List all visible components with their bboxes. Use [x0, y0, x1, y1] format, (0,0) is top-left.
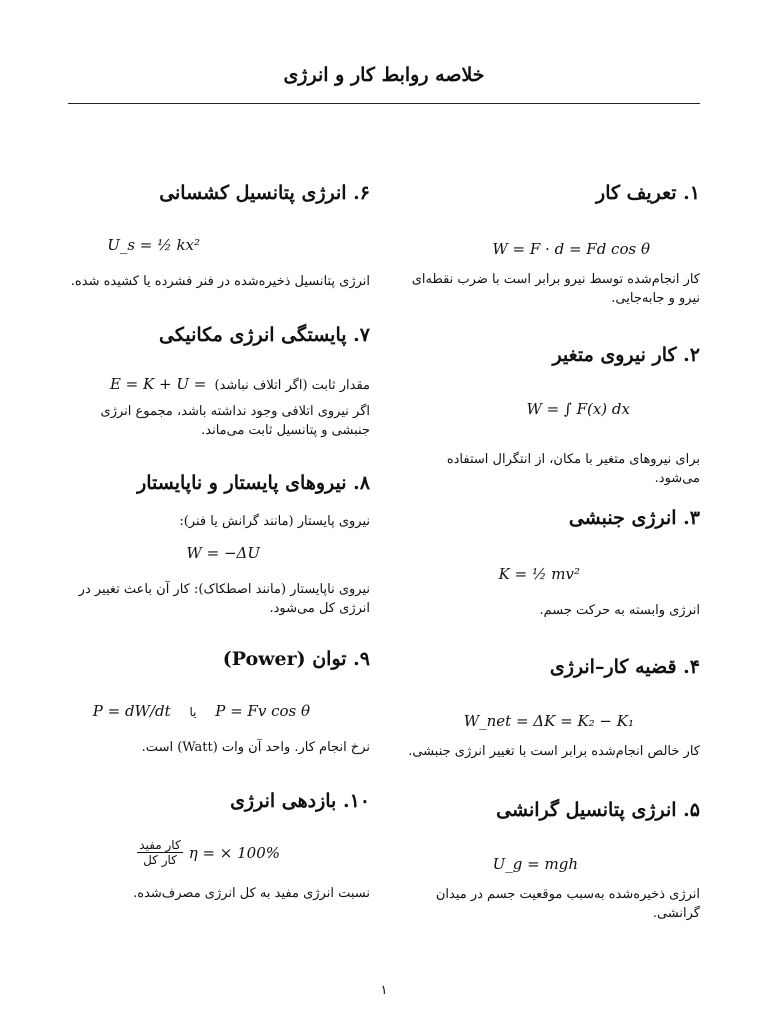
formula-or: یا: [189, 705, 197, 719]
section-title: ۴. قضیه کار–انرژی: [549, 656, 700, 678]
conservative-force-intro: نیروی پایستار (مانند گرانش یا فنر):: [179, 514, 370, 529]
formula-gravitational-potential: U_g = mgh: [492, 855, 578, 873]
section-work-definition: [400, 180, 700, 310]
section-energy-conservation: [68, 322, 370, 452]
section-title: ۱. تعریف کار: [596, 182, 700, 204]
section-variable-force-work: [400, 342, 700, 486]
section-description: انرژی پتانسیل ذخیره‌شده در فنر فشرده یا کشیده شده.: [70, 274, 370, 289]
formula-efficiency-row: [137, 838, 280, 867]
formula-elastic-potential: U_s = ½ kx²: [107, 236, 200, 254]
section-description: کار خالص انجام‌شده برابر است با تغییر انرژی جنبشی.: [408, 744, 700, 759]
page-number: ۱: [380, 983, 388, 998]
section-description: برای نیروهای متغیر با مکان، از انتگرال استفاده می‌شود.: [446, 452, 700, 486]
formula-power-velocity: P = Fv cos θ: [215, 702, 310, 720]
section-title: ۷. پایستگی انرژی مکانیکی: [159, 324, 370, 346]
page-title: خلاصه روابط کار و انرژی: [283, 64, 485, 86]
conservation-line: [68, 375, 370, 393]
section-description: انرژی ذخیره‌شده به‌سبب موقعیت جسم در میدان گرانشی.: [435, 887, 700, 921]
section-title: ۲. کار نیروی متغیر: [552, 344, 700, 366]
formula-note: مقدار ثابت (اگر اتلاف نباشد): [214, 378, 370, 393]
section-description: نرخ انجام کار. واحد آن وات (Watt) است.: [141, 740, 370, 755]
formula-conservative-work: W = −ΔU: [186, 544, 260, 562]
section-title: ۶. انرژی پتانسیل کشسانی: [159, 182, 370, 204]
section-elastic-potential: [68, 180, 370, 300]
formula-work: W = F · d = Fd cos θ: [492, 240, 650, 258]
formula-kinetic-energy: K = ½ mv²: [498, 565, 580, 583]
section-description: انرژی وابسته به حرکت جسم.: [539, 603, 700, 618]
fraction-denominator: کار کل: [143, 853, 177, 867]
section-title: ۱۰. بازدهی انرژی: [230, 790, 370, 812]
section-gravitational-potential: [400, 797, 700, 921]
section-kinetic-energy: [400, 505, 700, 625]
section-title: ۸. نیروهای پایستار و ناپایستار: [137, 472, 370, 494]
section-description: کار انجام‌شده توسط نیرو برابر است با ضرب نقطه‌ای نیرو و جابه‌جایی.: [411, 272, 700, 306]
efficiency-fraction: [137, 838, 182, 867]
formula-mechanical-energy: E = K + U =: [109, 375, 207, 393]
section-title: ۳. انرژی جنبشی: [568, 507, 700, 529]
formula-efficiency: η = × 100%: [188, 843, 280, 862]
section-description: نیروی ناپایستار (مانند اصطکاک): کار آن باعث تغییر در انرژی کل می‌شود.: [78, 582, 370, 616]
formula-expression: W = ∫ F(x) dx: [526, 400, 630, 418]
formula-work-energy: W_net = ΔK = K₂ − K₁: [463, 712, 634, 730]
formula-power-row: [93, 702, 310, 720]
title-divider: [68, 103, 700, 104]
fraction-numerator: کار مفید: [139, 838, 181, 852]
section-conservative-forces: [68, 470, 370, 630]
section-power: [68, 646, 370, 766]
section-description: نسبت انرژی مفید به کل انرژی مصرف‌شده.: [133, 886, 370, 901]
section-energy-efficiency: [68, 788, 370, 918]
section-title: ۹. توان (Power): [222, 648, 370, 670]
formula-integral-work: [526, 400, 630, 418]
formula-power-derivative: P = dW/dt: [92, 702, 171, 720]
section-title: ۵. انرژی پتانسیل گرانشی: [496, 799, 700, 821]
section-description: اگر نیروی اتلافی وجود نداشته باشد، مجموع انرژی جنبشی و پتانسیل ثابت می‌ماند.: [100, 404, 370, 438]
section-work-energy-theorem: [400, 654, 700, 774]
